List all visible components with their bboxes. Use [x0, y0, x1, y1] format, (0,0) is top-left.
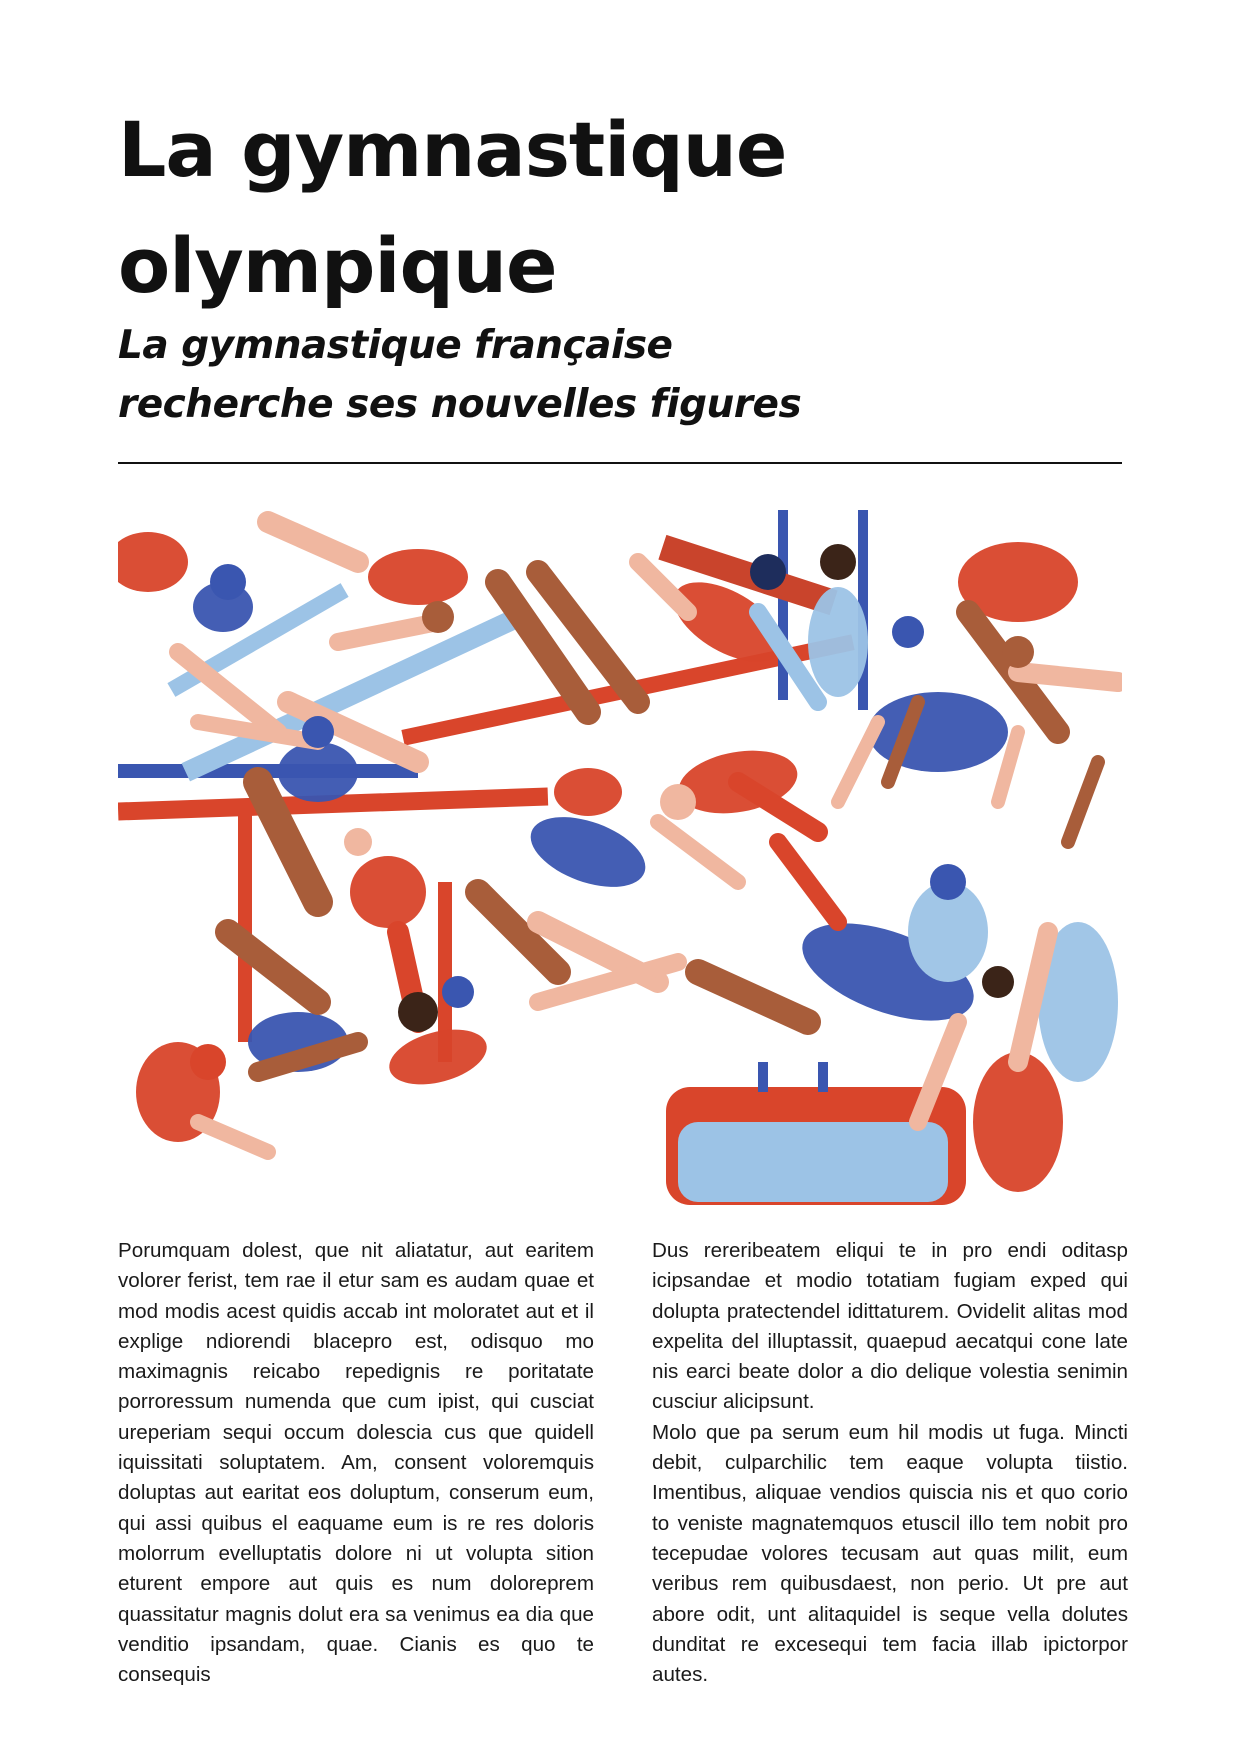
subtitle-line-2: recherche ses nouvelles figures — [118, 382, 802, 427]
title-line-1: La gymnastique — [118, 105, 787, 194]
subtitle-line-1: La gymnastique française — [118, 323, 673, 368]
body-paragraph-left: Porumquam dolest, que nit aliatatur, aut earitem volorer ferist, tem rae il etur sam es audam quae et mod modis acest quidis accab int moloratet aut et il explige ndiorendi blacepro est, odisquo mo maximagnis reicabo repedignis re poritatate porroressum numenda que cum ipist, qui cusciat ureperiam sequi occum dolescia cus que quidell iquissitati soluptatem. Am, consent voloremquis doluptas aut earitat eos doluptum, conserum eum, qui assi quibus el eaquame eum is re res doloris molorrum evelluptatis dolore ni ut volupta sition eturent empore aut quis es num doloreprem quassitatur magnis dolut era sa venimus ea dia que venditio ipsandam, quae. Cianis es quo te consequis — [118, 1239, 594, 1687]
illustration-graphic — [118, 502, 1122, 1205]
body-paragraph-right-1: Dus rereribeatem eliqui te in pro endi oditasp icipsandae et modio totatiam fugiam exped qui dolupta pratectendel idittaturem. Ovidelit alitas mod expelita del illuptassit, quaepud aecatqui cone late nis earci beate dolor a dio delique volestia senimin cusciur alicipsunt. — [652, 1239, 1128, 1414]
title-divider — [118, 462, 1122, 464]
article-title — [118, 92, 1118, 324]
gymnasts-illustration — [118, 502, 1122, 1205]
body-column-left — [118, 1236, 594, 1690]
title-line-2: olympique — [118, 221, 557, 310]
body-column-right — [652, 1236, 1128, 1690]
body-paragraph-right-2: Molo que pa serum eum hil modis ut fuga. Mincti debit, culparchilic tem eaque volupta tiistio. Imentibus, aliquae vendios quiscia nis et quo corio to veniste magnatemquos etuscil illo tem nobit pro tecepudae volores tecusam aut quas milit, eum veribus rem quibusdaest, non perio. Ut pre aut abore odit, unt alitaquidel is seque vella dolutes dunditat re excesequi tem facia illab ipictorpor autes. — [652, 1420, 1128, 1687]
article-subtitle — [118, 316, 1118, 434]
